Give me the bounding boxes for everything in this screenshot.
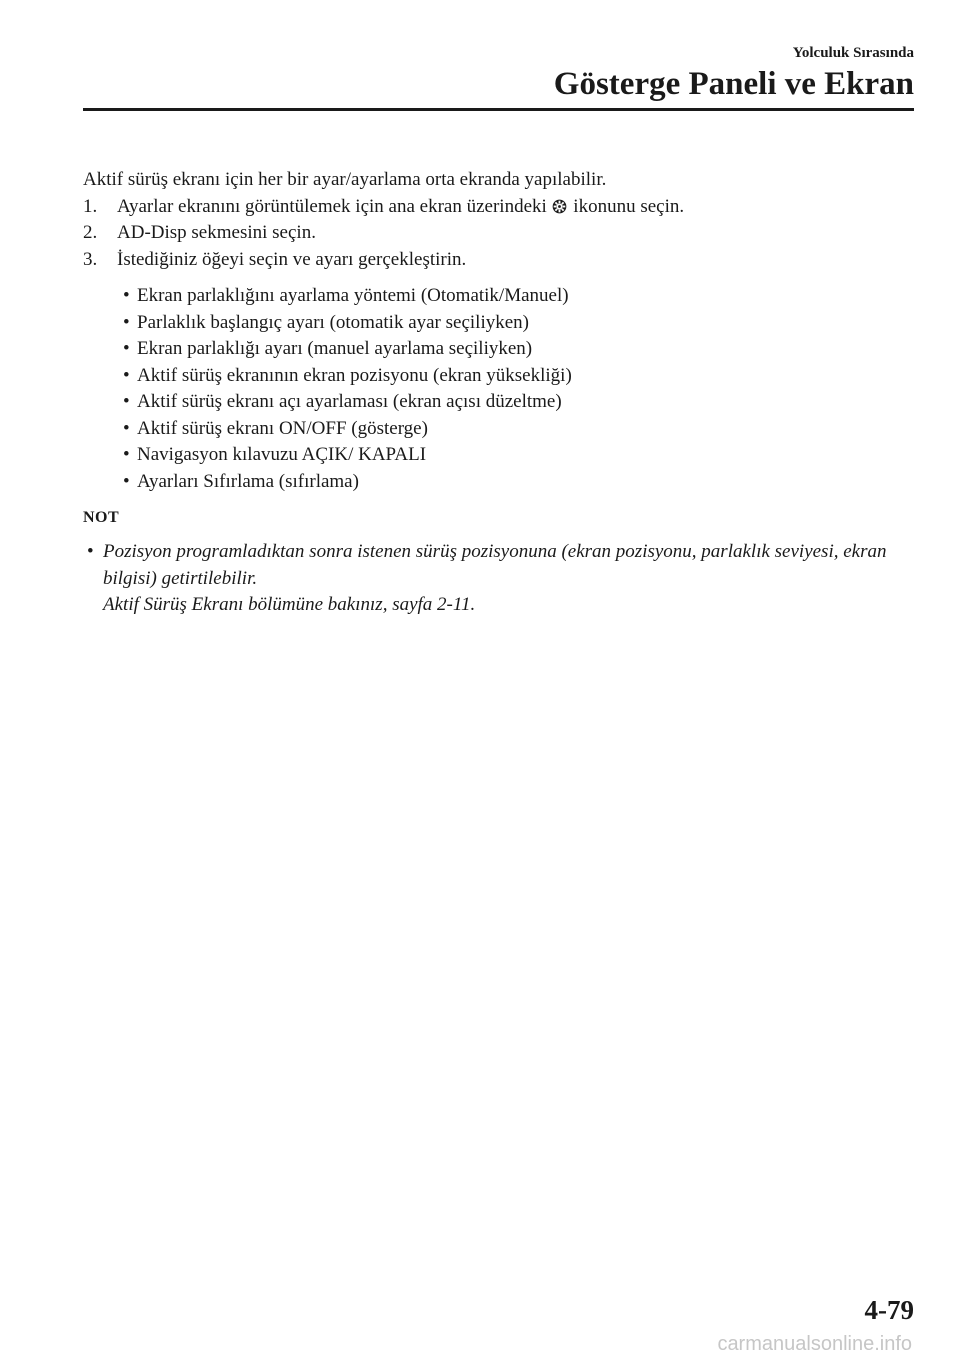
list-item [123,336,913,363]
list-item-text: Ekran parlaklığı ayarı (manuel ayarlama seçiliyken) [137,338,533,359]
page-number: 4-79 [864,1295,914,1325]
header-rule [83,108,914,111]
list-item-text: Aktif sürüş ekranının ekran pozisyonu (ekran yüksekliği) [137,364,572,386]
step-number: 2. [83,222,98,243]
list-item [123,469,913,496]
list-item-text: Aktif sürüş ekranı açı ayarlaması (ekran açısı düzeltme) [137,391,562,412]
page-header [554,44,914,104]
list-item [123,363,913,390]
list-item [123,389,913,416]
gear-icon [552,199,567,214]
step-item [83,220,913,247]
step-item [83,247,913,274]
list-item-text: Aktif sürüş ekranı ON/OFF (gösterge) [137,417,428,439]
note-section [83,507,913,619]
steps-list [83,194,913,274]
intro-paragraph: Aktif sürüş ekranı için her bir ayar/ayarlama orta ekranda yapılabilir. [83,169,607,190]
bullet-icon: • [87,541,94,562]
list-item [123,310,913,337]
bullet-icon: • [123,338,130,359]
step-text: Ayarlar ekranını görüntülemek için ana ekran üzerindeki [117,195,547,217]
list-item [123,283,913,310]
list-item-text: Ayarları Sıfırlama (sıfırlama) [137,470,359,492]
bullet-icon: • [123,391,130,412]
note-title: NOT [83,509,120,526]
bullet-icon: • [123,311,130,333]
step-item [83,194,913,221]
list-item-text: Parlaklık başlangıç ayarı (otomatik ayar seçiliyken) [137,311,529,333]
section-title: Yolculuk Sırasında [792,45,914,61]
step-text: AD-Disp sekmesini seçin. [117,222,316,243]
page-content [83,167,913,619]
list-item-text: Ekran parlaklığını ayarlama yöntemi (Otomatik/Manuel) [137,285,569,306]
bullet-icon: • [123,285,130,306]
step-number: 3. [83,248,98,270]
note-text: Pozisyon programladıktan sonra istenen sürüş pozisyonuna (ekran pozisyonu, parlaklık seviyesi, ekran bilgisi) getirtilebilir. [103,541,887,589]
step-text-suffix: ikonunu seçin. [573,195,685,217]
bullet-icon: • [123,417,130,439]
list-item-text: Navigasyon kılavuzu AÇIK/ KAPALI [137,444,427,465]
step-number: 1. [83,195,98,217]
step-text: İstediğiniz öğeyi seçin ve ayarı gerçekleştirin. [117,248,467,270]
bullet-icon: • [123,470,130,492]
list-item [123,416,913,443]
list-item [123,442,913,469]
note-reference: Aktif Sürüş Ekranı bölümüne bakınız, sayfa 2-11. [103,594,476,615]
note-body [83,539,913,619]
chapter-title: Gösterge Paneli ve Ekran [553,66,914,102]
settings-bullet-list [83,283,913,495]
bullet-icon: • [123,444,130,465]
bullet-icon: • [123,364,130,386]
watermark: carmanualsonline.info [717,1333,912,1355]
